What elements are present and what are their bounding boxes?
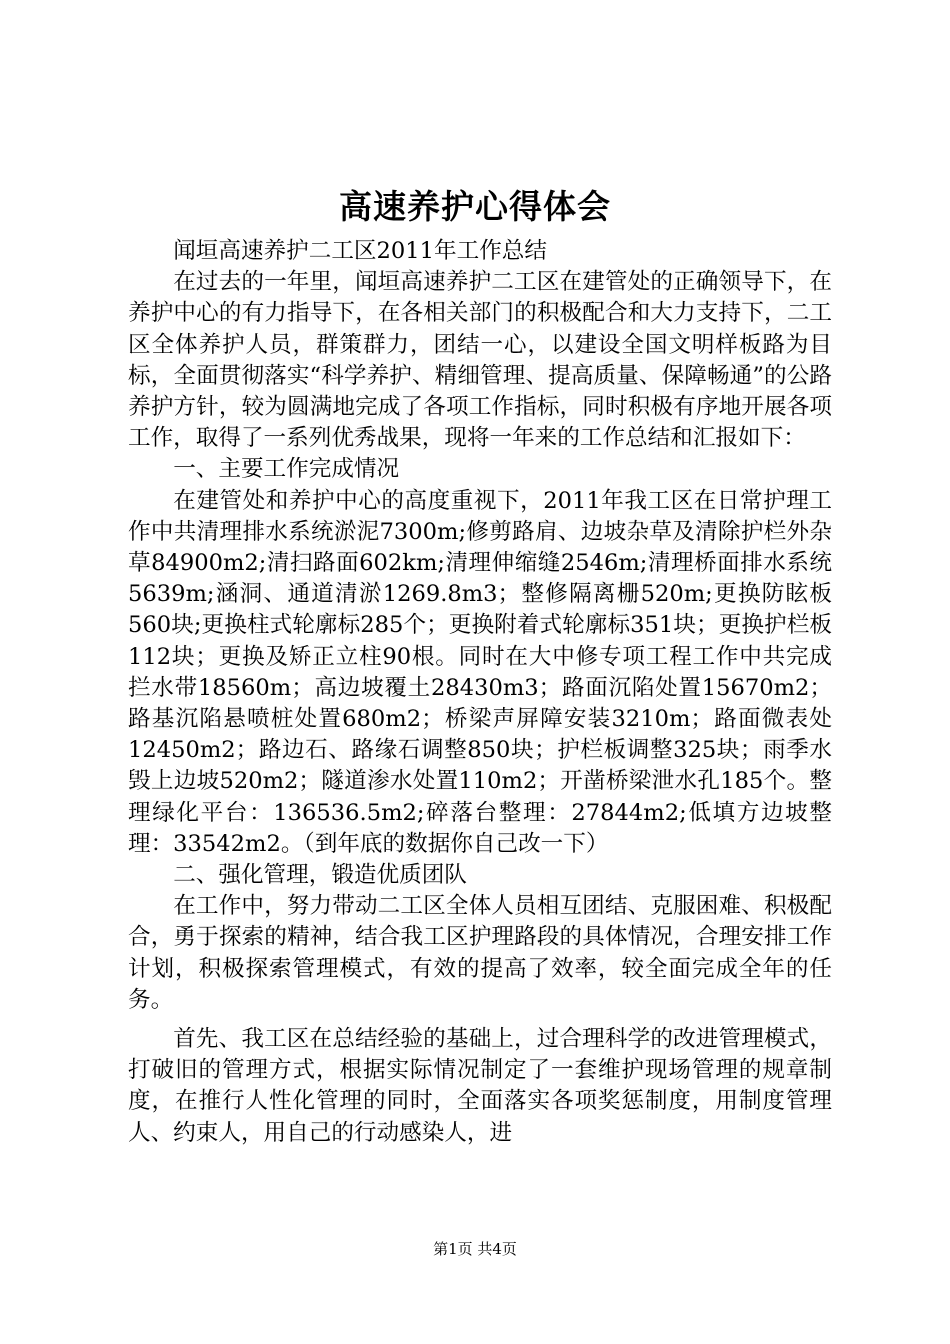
page-number-footer: 第1页 共4页	[433, 1240, 517, 1258]
document-body	[128, 236, 832, 1149]
paragraph-section-2-continued: 首先、我工区在总结经验的基础上，过合理科学的改进管理模式，打破旧的管理方式，根据实际情况制定了一套维护现场管理的规章制度，在推行人性化管理的同时，全面落实各项奖惩制度，用制度管理人、约束人，用自己的行动感染人，进	[128, 1026, 832, 1146]
paragraph-section-1: 在建管处和养护中心的高度重视下，2011年我工区在日常护理工作中共清理排水系统淤泥7300m;修剪路肩、边坡杂草及清除护栏外杂草84900m2;清扫路面602km;清理伸缩缝2546m;清理桥面排水系统5639m;涵洞、通道清淤1269.8m3；整修隔离栅520m;更换防眩板560块;更换柱式轮廓标285个；更换附着式轮廓标351块；更换护栏板112块；更换及矫正立柱90根。同时在大中修专项工程工作中共完成拦水带18560m；高边坡覆土28430m3；路面沉陷处置15670m2；路基沉陷悬喷桩处置680m2；桥梁声屏障安装3210m；路面微表处12450m2；路边石、路缘石调整850块；护栏板调整325块；雨季水毁上边坡520m2；隧道渗水处置110m2；开凿桥梁泄水孔185个。整理绿化平台：136536.5m2;碎落台整理：27844m2;低填方边坡整理：33542m2。（到年底的数据你自己改一下）	[128, 487, 832, 857]
paragraph-subtitle: 闻垣高速养护二工区2011年工作总结	[173, 238, 547, 264]
paragraph-section-2: 在工作中，努力带动二工区全体人员相互团结、克服困难、积极配合，勇于探索的精神，结合我工区护理路段的具体情况，合理安排工作计划，积极探索管理模式，有效的提高了效率，较全面完成全年的任务。	[128, 893, 832, 1013]
section-heading-2: 二、强化管理，锻造优质团队	[173, 862, 467, 889]
document-title: 高速养护心得体会	[339, 187, 611, 226]
section-heading-1: 一、主要工作完成情况	[173, 456, 400, 483]
paragraph-intro: 在过去的一年里，闻垣高速养护二工区在建管处的正确领导下，在养护中心的有力指导下，在各相关部门的积极配合和大力支持下，二工区全体养护人员，群策群力，团结一心，以建设全国文明样板路为目标，全面贯彻落实“科学养护、精细管理、提高质量、保障畅通”的公路养护方针，较为圆满地完成了各项工作指标，同时积极有序地开展各项工作，取得了一系列优秀战果，现将一年来的工作总结和汇报如下：	[128, 269, 832, 452]
